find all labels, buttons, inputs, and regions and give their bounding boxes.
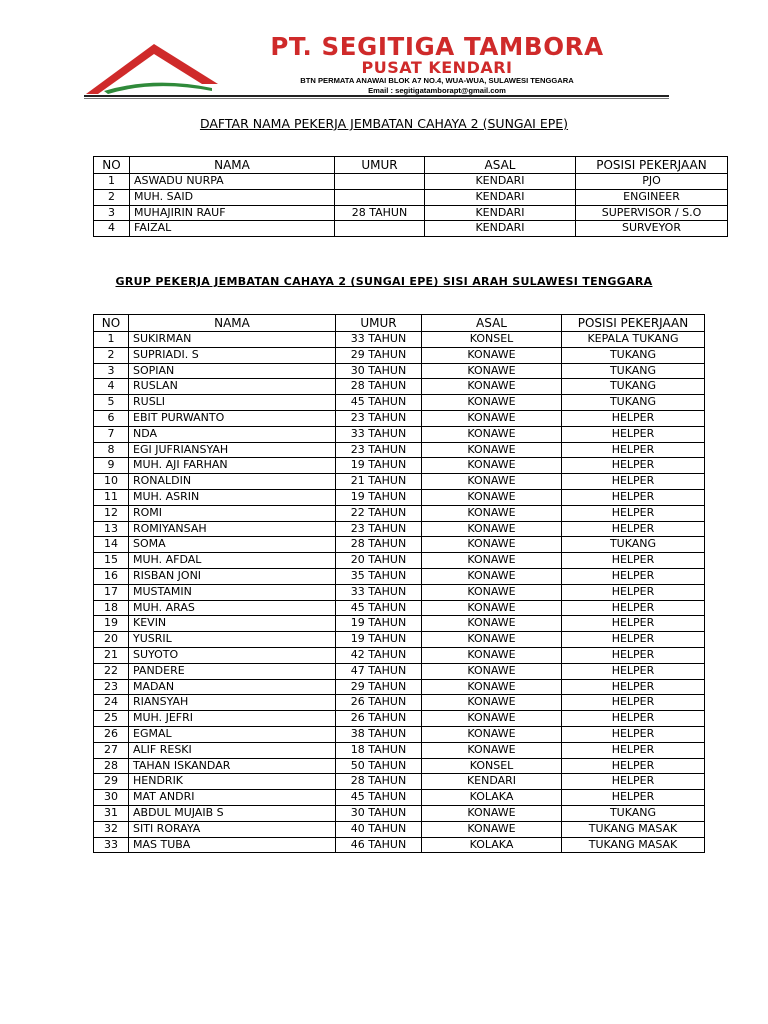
cell-asal: KONAWE [422, 410, 562, 426]
cell-umur: 28 TAHUN [335, 205, 425, 221]
cell-asal: KONAWE [422, 537, 562, 553]
table-row [94, 821, 705, 837]
cell-asal: KONAWE [422, 521, 562, 537]
cell-nama: MUH. JEFRI [129, 711, 336, 727]
cell-asal: KENDARI [425, 221, 576, 237]
cell-nama: NDA [129, 426, 336, 442]
header-nama: NAMA [130, 157, 335, 174]
cell-nama: SOPIAN [129, 363, 336, 379]
letterhead [84, 30, 670, 98]
table1-title: DAFTAR NAMA PEKERJA JEMBATAN CAHAYA 2 (SUNGAI EPE) [199, 116, 569, 131]
cell-umur: 18 TAHUN [336, 742, 422, 758]
cell-no: 30 [94, 790, 129, 806]
cell-posisi: TUKANG [562, 805, 705, 821]
cell-no: 25 [94, 711, 129, 727]
cell-no: 17 [94, 584, 129, 600]
cell-posisi: HELPER [562, 647, 705, 663]
cell-umur [335, 189, 425, 205]
cell-umur: 46 TAHUN [336, 837, 422, 853]
cell-umur: 29 TAHUN [336, 347, 422, 363]
red-mountain-roof-logo-icon [84, 36, 219, 96]
cell-no: 2 [94, 347, 129, 363]
cell-nama: PANDERE [129, 663, 336, 679]
cell-no: 28 [94, 758, 129, 774]
table-row [94, 711, 705, 727]
cell-no: 4 [94, 379, 129, 395]
cell-no: 9 [94, 458, 129, 474]
cell-umur [335, 221, 425, 237]
cell-nama: MAT ANDRI [129, 790, 336, 806]
cell-umur: 26 TAHUN [336, 711, 422, 727]
table-row [94, 395, 705, 411]
table-row [94, 553, 705, 569]
cell-no: 14 [94, 537, 129, 553]
cell-no: 12 [94, 505, 129, 521]
table-row [94, 521, 705, 537]
cell-nama: TAHAN ISKANDAR [129, 758, 336, 774]
cell-posisi: HELPER [562, 584, 705, 600]
cell-no: 31 [94, 805, 129, 821]
table-header-row [94, 157, 728, 174]
cell-no: 26 [94, 726, 129, 742]
cell-no: 22 [94, 663, 129, 679]
cell-umur: 26 TAHUN [336, 695, 422, 711]
header-no: NO [94, 157, 130, 174]
cell-asal: KONAWE [422, 442, 562, 458]
table-row [94, 584, 705, 600]
table-row [94, 489, 705, 505]
table-row [94, 632, 705, 648]
cell-asal: KONAWE [422, 647, 562, 663]
cell-posisi: HELPER [562, 426, 705, 442]
cell-asal: KONAWE [422, 600, 562, 616]
cell-no: 20 [94, 632, 129, 648]
table-row [94, 410, 705, 426]
cell-nama: MADAN [129, 679, 336, 695]
cell-nama: RUSLAN [129, 379, 336, 395]
cell-asal: KENDARI [425, 174, 576, 190]
cell-nama: SUPRIADI. S [129, 347, 336, 363]
cell-asal: KONAWE [422, 505, 562, 521]
cell-posisi: HELPER [562, 758, 705, 774]
cell-umur: 33 TAHUN [336, 584, 422, 600]
cell-posisi: HELPER [562, 489, 705, 505]
cell-nama: SUYOTO [129, 647, 336, 663]
cell-asal: KONAWE [422, 632, 562, 648]
cell-no: 4 [94, 221, 130, 237]
cell-no: 13 [94, 521, 129, 537]
cell-asal: KONAWE [422, 584, 562, 600]
table-row [94, 663, 705, 679]
cell-umur: 28 TAHUN [336, 537, 422, 553]
cell-nama: MUH. ASRIN [129, 489, 336, 505]
cell-no: 11 [94, 489, 129, 505]
cell-posisi: TUKANG MASAK [562, 821, 705, 837]
table-row [94, 474, 705, 490]
cell-no: 8 [94, 442, 129, 458]
cell-nama: KEVIN [129, 616, 336, 632]
table-row [94, 442, 705, 458]
cell-umur: 23 TAHUN [336, 410, 422, 426]
cell-asal: KONAWE [422, 663, 562, 679]
cell-umur: 19 TAHUN [336, 458, 422, 474]
cell-nama: MUH. AJI FARHAN [129, 458, 336, 474]
header-nama: NAMA [129, 315, 336, 332]
cell-asal: KONAWE [422, 347, 562, 363]
cell-asal: KONAWE [422, 379, 562, 395]
cell-posisi: SUPERVISOR / S.O [576, 205, 728, 221]
cell-posisi: TUKANG [562, 363, 705, 379]
cell-asal: KONAWE [422, 742, 562, 758]
cell-asal: KONAWE [422, 726, 562, 742]
cell-asal: KENDARI [422, 774, 562, 790]
cell-nama: EGMAL [129, 726, 336, 742]
cell-asal: KONAWE [422, 474, 562, 490]
cell-nama: HENDRIK [129, 774, 336, 790]
cell-asal: KONAWE [422, 458, 562, 474]
cell-no: 18 [94, 600, 129, 616]
cell-posisi: HELPER [562, 663, 705, 679]
cell-posisi: HELPER [562, 521, 705, 537]
cell-nama: EBIT PURWANTO [129, 410, 336, 426]
cell-posisi: KEPALA TUKANG [562, 332, 705, 348]
table-row [94, 616, 705, 632]
cell-umur: 19 TAHUN [336, 489, 422, 505]
cell-nama: RONALDIN [129, 474, 336, 490]
cell-umur: 28 TAHUN [336, 379, 422, 395]
cell-no: 16 [94, 568, 129, 584]
cell-umur: 28 TAHUN [336, 774, 422, 790]
cell-posisi: PJO [576, 174, 728, 190]
cell-umur: 45 TAHUN [336, 790, 422, 806]
cell-nama: ABDUL MUJAIB S [129, 805, 336, 821]
header-rule [84, 95, 669, 97]
table-row [94, 790, 705, 806]
cell-nama: YUSRIL [129, 632, 336, 648]
cell-posisi: HELPER [562, 774, 705, 790]
cell-nama: RUSLI [129, 395, 336, 411]
header-asal: ASAL [422, 315, 562, 332]
table-row [94, 600, 705, 616]
cell-asal: KENDARI [425, 189, 576, 205]
cell-no: 1 [94, 174, 130, 190]
cell-no: 24 [94, 695, 129, 711]
cell-asal: KONAWE [422, 711, 562, 727]
cell-posisi: TUKANG [562, 537, 705, 553]
cell-asal: KONAWE [422, 679, 562, 695]
table-row [94, 221, 728, 237]
cell-posisi: HELPER [562, 410, 705, 426]
cell-umur: 40 TAHUN [336, 821, 422, 837]
cell-posisi: TUKANG [562, 395, 705, 411]
cell-no: 7 [94, 426, 129, 442]
cell-nama: MUH. SAID [130, 189, 335, 205]
cell-asal: KONAWE [422, 805, 562, 821]
cell-umur: 38 TAHUN [336, 726, 422, 742]
table-row [94, 189, 728, 205]
cell-posisi: HELPER [562, 505, 705, 521]
header-rule-thin [84, 98, 669, 99]
cell-no: 3 [94, 363, 129, 379]
cell-posisi: HELPER [562, 742, 705, 758]
cell-nama: ROMIYANSAH [129, 521, 336, 537]
table-row [94, 568, 705, 584]
cell-posisi: HELPER [562, 442, 705, 458]
table-row [94, 774, 705, 790]
table-row [94, 805, 705, 821]
cell-no: 6 [94, 410, 129, 426]
table-row [94, 679, 705, 695]
cell-asal: KONAWE [422, 363, 562, 379]
cell-umur: 33 TAHUN [336, 426, 422, 442]
table-row [94, 837, 705, 853]
table-row [94, 505, 705, 521]
cell-nama: ALIF RESKI [129, 742, 336, 758]
cell-nama: FAIZAL [130, 221, 335, 237]
table-row [94, 426, 705, 442]
cell-umur: 19 TAHUN [336, 616, 422, 632]
table-row [94, 174, 728, 190]
cell-no: 29 [94, 774, 129, 790]
table-row [94, 379, 705, 395]
cell-asal: KONAWE [422, 489, 562, 505]
cell-asal: KONAWE [422, 568, 562, 584]
cell-asal: KONAWE [422, 395, 562, 411]
table-row [94, 742, 705, 758]
cell-nama: EGI JUFRIANSYAH [129, 442, 336, 458]
cell-umur: 33 TAHUN [336, 332, 422, 348]
cell-umur: 19 TAHUN [336, 632, 422, 648]
header-umur: UMUR [336, 315, 422, 332]
cell-umur: 47 TAHUN [336, 663, 422, 679]
worker-group-table [93, 314, 705, 853]
cell-posisi: HELPER [562, 679, 705, 695]
table-row [94, 695, 705, 711]
cell-posisi: TUKANG [562, 379, 705, 395]
header-umur: UMUR [335, 157, 425, 174]
company-email: Email : segitigatamborapt@gmail.com [368, 86, 506, 95]
cell-umur: 45 TAHUN [336, 600, 422, 616]
cell-nama: RIANSYAH [129, 695, 336, 711]
cell-nama: MAS TUBA [129, 837, 336, 853]
cell-posisi: HELPER [562, 474, 705, 490]
cell-posisi: HELPER [562, 726, 705, 742]
cell-umur: 30 TAHUN [336, 805, 422, 821]
cell-asal: KONSEL [422, 758, 562, 774]
cell-nama: MUHAJIRIN RAUF [130, 205, 335, 221]
cell-umur: 20 TAHUN [336, 553, 422, 569]
staff-table [93, 156, 728, 237]
table-row [94, 205, 728, 221]
cell-asal: KONSEL [422, 332, 562, 348]
cell-posisi: HELPER [562, 695, 705, 711]
table-row [94, 537, 705, 553]
cell-umur: 29 TAHUN [336, 679, 422, 695]
company-name: PT. SEGITIGA TAMBORA [270, 32, 604, 61]
cell-posisi: HELPER [562, 568, 705, 584]
cell-no: 1 [94, 332, 129, 348]
cell-umur: 35 TAHUN [336, 568, 422, 584]
cell-asal: KONAWE [422, 553, 562, 569]
cell-no: 33 [94, 837, 129, 853]
cell-posisi: HELPER [562, 600, 705, 616]
table-row [94, 647, 705, 663]
header-asal: ASAL [425, 157, 576, 174]
cell-nama: SITI RORAYA [129, 821, 336, 837]
cell-posisi: TUKANG [562, 347, 705, 363]
cell-no: 15 [94, 553, 129, 569]
cell-no: 21 [94, 647, 129, 663]
cell-umur: 23 TAHUN [336, 521, 422, 537]
cell-umur: 23 TAHUN [336, 442, 422, 458]
cell-posisi: HELPER [562, 616, 705, 632]
branch-name: PUSAT KENDARI [361, 58, 513, 77]
cell-no: 32 [94, 821, 129, 837]
table2-title: GRUP PEKERJA JEMBATAN CAHAYA 2 (SUNGAI EPE) SISI ARAH SULAWESI TENGGARA [115, 275, 653, 288]
cell-posisi: SURVEYOR [576, 221, 728, 237]
cell-no: 2 [94, 189, 130, 205]
cell-umur: 21 TAHUN [336, 474, 422, 490]
cell-nama: ROMI [129, 505, 336, 521]
cell-nama: MUSTAMIN [129, 584, 336, 600]
cell-posisi: TUKANG MASAK [562, 837, 705, 853]
table-row [94, 458, 705, 474]
table-row [94, 332, 705, 348]
company-address: BTN PERMATA ANAWAI BLOK A7 NO.4, WUA-WUA, SULAWESI TENGGARA [300, 76, 574, 85]
table-row [94, 758, 705, 774]
cell-umur: 22 TAHUN [336, 505, 422, 521]
cell-nama: MUH. ARAS [129, 600, 336, 616]
cell-nama: SUKIRMAN [129, 332, 336, 348]
cell-asal: KONAWE [422, 426, 562, 442]
cell-posisi: HELPER [562, 632, 705, 648]
cell-nama: ASWADU NURPA [130, 174, 335, 190]
header-posisi: POSISI PEKERJAAN [562, 315, 705, 332]
cell-asal: KOLAKA [422, 837, 562, 853]
cell-umur: 42 TAHUN [336, 647, 422, 663]
cell-posisi: HELPER [562, 711, 705, 727]
cell-posisi: HELPER [562, 458, 705, 474]
cell-no: 5 [94, 395, 129, 411]
cell-nama: SOMA [129, 537, 336, 553]
cell-no: 19 [94, 616, 129, 632]
cell-nama: RISBAN JONI [129, 568, 336, 584]
cell-asal: KONAWE [422, 616, 562, 632]
table-row [94, 363, 705, 379]
cell-no: 27 [94, 742, 129, 758]
table-row [94, 347, 705, 363]
cell-asal: KOLAKA [422, 790, 562, 806]
cell-umur [335, 174, 425, 190]
cell-no: 3 [94, 205, 130, 221]
cell-asal: KENDARI [425, 205, 576, 221]
header-posisi: POSISI PEKERJAAN [576, 157, 728, 174]
cell-posisi: HELPER [562, 553, 705, 569]
cell-asal: KONAWE [422, 695, 562, 711]
header-no: NO [94, 315, 129, 332]
cell-no: 23 [94, 679, 129, 695]
cell-posisi: HELPER [562, 790, 705, 806]
cell-posisi: ENGINEER [576, 189, 728, 205]
table-header-row [94, 315, 705, 332]
cell-no: 10 [94, 474, 129, 490]
cell-nama: MUH. AFDAL [129, 553, 336, 569]
table-row [94, 726, 705, 742]
cell-umur: 45 TAHUN [336, 395, 422, 411]
cell-asal: KONAWE [422, 821, 562, 837]
cell-umur: 50 TAHUN [336, 758, 422, 774]
cell-umur: 30 TAHUN [336, 363, 422, 379]
